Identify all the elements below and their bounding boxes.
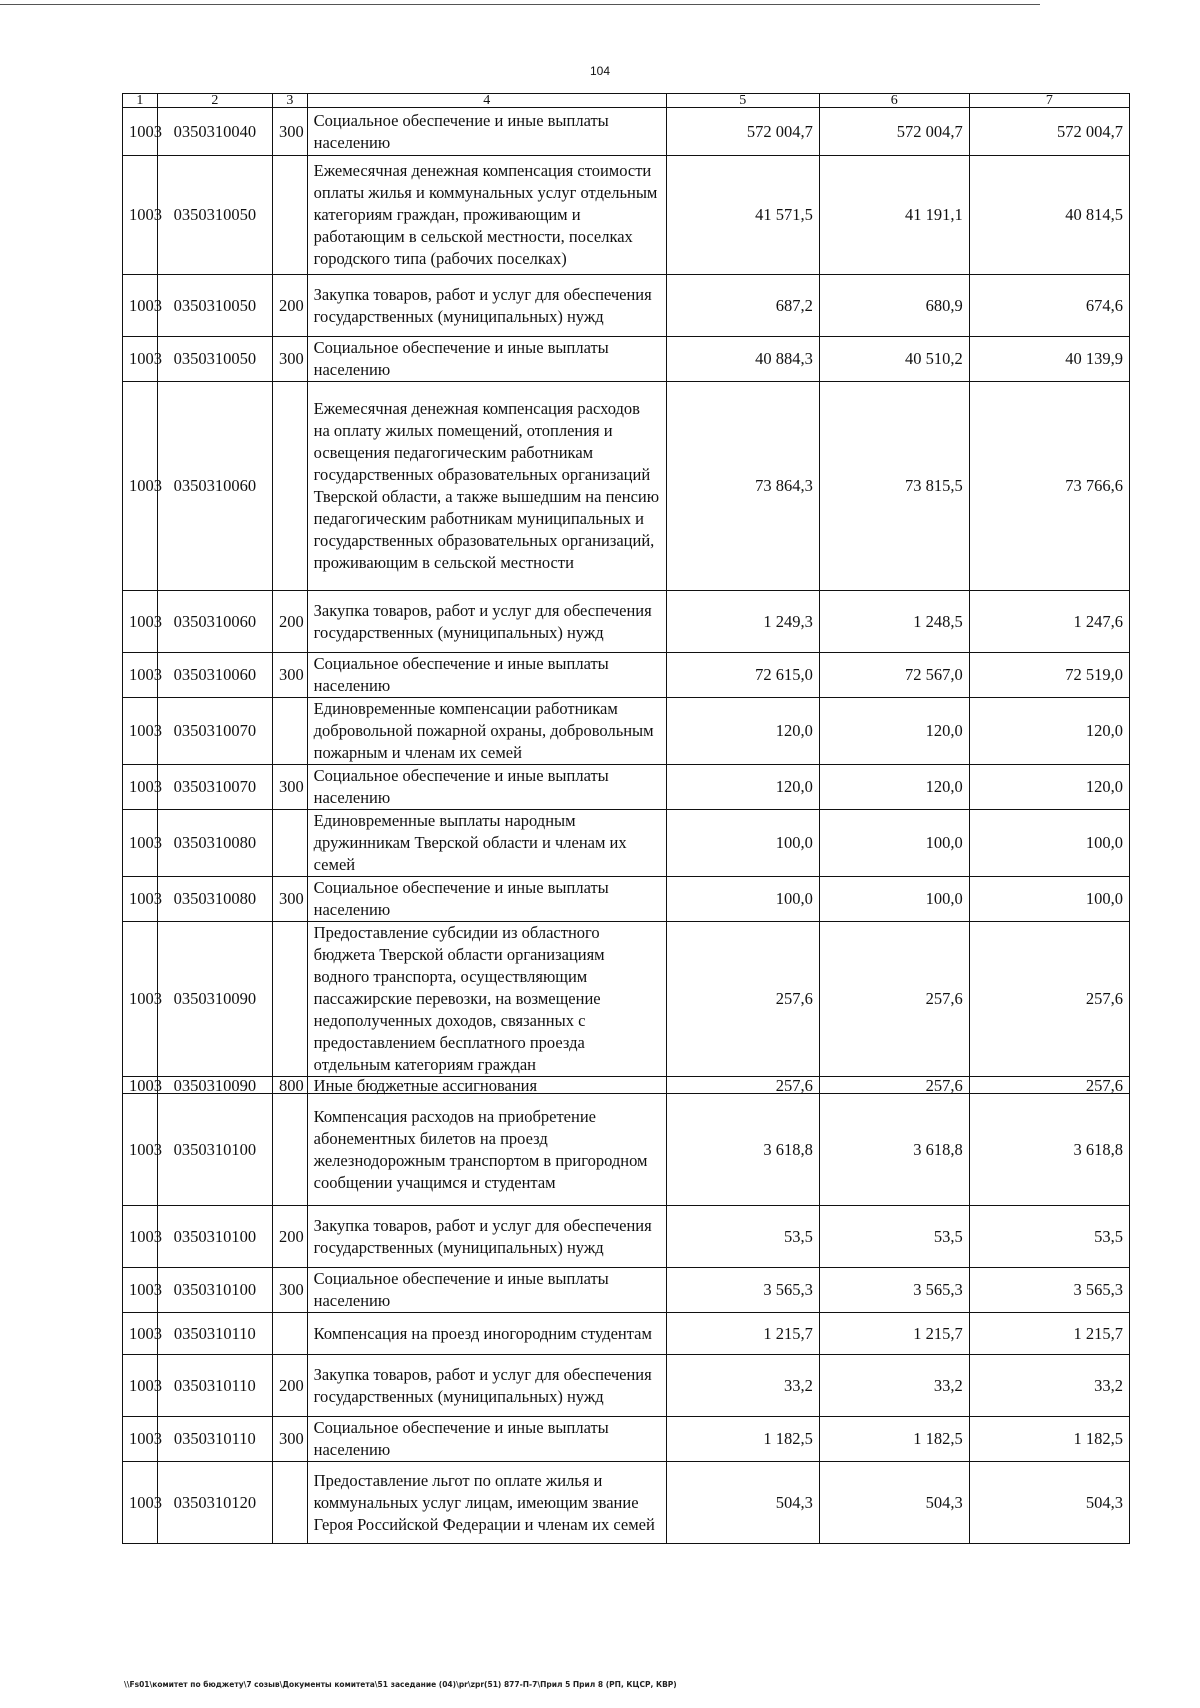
expense-type-cell: 300	[272, 337, 307, 382]
expense-name-cell: Закупка товаров, работ и услуг для обеспечения государственных (муниципальных) нужд	[307, 1206, 666, 1268]
razdel-code-cell: 1003	[123, 108, 158, 156]
header-row	[123, 94, 1130, 108]
expense-name-cell: Социальное обеспечение и иные выплаты населению	[307, 765, 666, 810]
razdel-code-cell: 1003	[123, 275, 158, 337]
expense-name-cell: Иные бюджетные ассигнования	[307, 1077, 666, 1094]
expense-type-cell: 200	[272, 1355, 307, 1417]
razdel-code-cell: 1003	[123, 765, 158, 810]
target-article-cell: 0350310050	[157, 275, 272, 337]
amount-year1-cell: 73 864,3	[666, 382, 819, 591]
razdel-code-cell: 1003	[123, 1355, 158, 1417]
table-row	[123, 765, 1130, 810]
amount-year3-cell: 1 247,6	[969, 591, 1129, 653]
table-body	[123, 108, 1130, 1544]
amount-year3-cell: 40 139,9	[969, 337, 1129, 382]
table-row	[123, 698, 1130, 765]
target-article-cell: 0350310050	[157, 156, 272, 275]
expense-type-cell: 300	[272, 1417, 307, 1462]
razdel-code-cell: 1003	[123, 922, 158, 1077]
amount-year3-cell: 257,6	[969, 1077, 1129, 1094]
table-row	[123, 877, 1130, 922]
table-row	[123, 810, 1130, 877]
amount-year1-cell: 3 565,3	[666, 1268, 819, 1313]
expense-name-cell: Социальное обеспечение и иные выплаты населению	[307, 1268, 666, 1313]
razdel-code-cell: 1003	[123, 698, 158, 765]
header-cell: 5	[666, 94, 819, 108]
amount-year3-cell: 100,0	[969, 877, 1129, 922]
header-cell: 3	[272, 94, 307, 108]
amount-year2-cell: 120,0	[819, 765, 969, 810]
razdel-code-cell: 1003	[123, 810, 158, 877]
amount-year2-cell: 3 618,8	[819, 1094, 969, 1206]
amount-year2-cell: 41 191,1	[819, 156, 969, 275]
amount-year1-cell: 120,0	[666, 765, 819, 810]
expense-name-cell: Закупка товаров, работ и услуг для обеспечения государственных (муниципальных) нужд	[307, 1355, 666, 1417]
target-article-cell: 0350310110	[157, 1355, 272, 1417]
amount-year2-cell: 257,6	[819, 1077, 969, 1094]
expense-name-cell: Социальное обеспечение и иные выплаты населению	[307, 337, 666, 382]
amount-year2-cell: 100,0	[819, 877, 969, 922]
amount-year2-cell: 53,5	[819, 1206, 969, 1268]
table-row	[123, 1417, 1130, 1462]
expense-type-cell: 300	[272, 1268, 307, 1313]
expense-type-cell: 200	[272, 1206, 307, 1268]
amount-year1-cell: 1 249,3	[666, 591, 819, 653]
amount-year3-cell: 3 618,8	[969, 1094, 1129, 1206]
amount-year1-cell: 72 615,0	[666, 653, 819, 698]
target-article-cell: 0350310040	[157, 108, 272, 156]
target-article-cell: 0350310080	[157, 877, 272, 922]
header-cell: 7	[969, 94, 1129, 108]
target-article-cell: 0350310060	[157, 382, 272, 591]
amount-year3-cell: 73 766,6	[969, 382, 1129, 591]
table-row	[123, 1268, 1130, 1313]
amount-year2-cell: 33,2	[819, 1355, 969, 1417]
expense-type-cell	[272, 922, 307, 1077]
amount-year1-cell: 257,6	[666, 922, 819, 1077]
expense-type-cell	[272, 1462, 307, 1544]
expense-name-cell: Закупка товаров, работ и услуг для обеспечения государственных (муниципальных) нужд	[307, 591, 666, 653]
amount-year1-cell: 100,0	[666, 877, 819, 922]
amount-year3-cell: 33,2	[969, 1355, 1129, 1417]
amount-year2-cell: 40 510,2	[819, 337, 969, 382]
target-article-cell: 0350310100	[157, 1206, 272, 1268]
expense-type-cell	[272, 156, 307, 275]
amount-year1-cell: 1 182,5	[666, 1417, 819, 1462]
amount-year1-cell: 53,5	[666, 1206, 819, 1268]
amount-year1-cell: 33,2	[666, 1355, 819, 1417]
razdel-code-cell: 1003	[123, 653, 158, 698]
expense-type-cell	[272, 698, 307, 765]
amount-year2-cell: 257,6	[819, 922, 969, 1077]
razdel-code-cell: 1003	[123, 1268, 158, 1313]
table-row	[123, 108, 1130, 156]
target-article-cell: 0350310110	[157, 1417, 272, 1462]
target-article-cell: 0350310070	[157, 698, 272, 765]
target-article-cell: 0350310110	[157, 1313, 272, 1355]
expense-name-cell: Ежемесячная денежная компенсация расходов на оплату жилых помещений, отопления и освещения педагогическим работникам государственных образовательных организаций Тверской области, а также вышедшим на пенсию педагогическим работникам муниципальных и государственных образовательных организаций, проживающим в сельской местности	[307, 382, 666, 591]
expense-name-cell: Компенсация на проезд иногородним студентам	[307, 1313, 666, 1355]
expense-type-cell: 800	[272, 1077, 307, 1094]
amount-year1-cell: 504,3	[666, 1462, 819, 1544]
expense-name-cell: Социальное обеспечение и иные выплаты населению	[307, 108, 666, 156]
table-row	[123, 1077, 1130, 1094]
amount-year2-cell: 1 215,7	[819, 1313, 969, 1355]
amount-year1-cell: 3 618,8	[666, 1094, 819, 1206]
razdel-code-cell: 1003	[123, 382, 158, 591]
table-row	[123, 1462, 1130, 1544]
expense-type-cell	[272, 1094, 307, 1206]
amount-year3-cell: 257,6	[969, 922, 1129, 1077]
razdel-code-cell: 1003	[123, 1417, 158, 1462]
expense-type-cell: 300	[272, 108, 307, 156]
table-row	[123, 1094, 1130, 1206]
table-row	[123, 275, 1130, 337]
amount-year1-cell: 40 884,3	[666, 337, 819, 382]
table-row	[123, 156, 1130, 275]
amount-year3-cell: 53,5	[969, 1206, 1129, 1268]
razdel-code-cell: 1003	[123, 591, 158, 653]
expense-type-cell	[272, 810, 307, 877]
amount-year1-cell: 100,0	[666, 810, 819, 877]
header-cell: 2	[157, 94, 272, 108]
target-article-cell: 0350310090	[157, 1077, 272, 1094]
amount-year3-cell: 674,6	[969, 275, 1129, 337]
page-number: 104	[589, 64, 611, 78]
table-row	[123, 337, 1130, 382]
amount-year2-cell: 680,9	[819, 275, 969, 337]
amount-year3-cell: 3 565,3	[969, 1268, 1129, 1313]
amount-year3-cell: 120,0	[969, 698, 1129, 765]
amount-year2-cell: 3 565,3	[819, 1268, 969, 1313]
target-article-cell: 0350310060	[157, 653, 272, 698]
razdel-code-cell: 1003	[123, 337, 158, 382]
amount-year1-cell: 687,2	[666, 275, 819, 337]
table-row	[123, 653, 1130, 698]
expense-name-cell: Единовременные выплаты народным дружинникам Тверской области и членам их семей	[307, 810, 666, 877]
amount-year3-cell: 120,0	[969, 765, 1129, 810]
amount-year3-cell: 572 004,7	[969, 108, 1129, 156]
table-row	[123, 1313, 1130, 1355]
amount-year3-cell: 504,3	[969, 1462, 1129, 1544]
expense-type-cell: 200	[272, 591, 307, 653]
budget-table	[122, 93, 1130, 1544]
target-article-cell: 0350310070	[157, 765, 272, 810]
expense-type-cell: 200	[272, 275, 307, 337]
table-row	[123, 922, 1130, 1077]
amount-year3-cell: 72 519,0	[969, 653, 1129, 698]
amount-year1-cell: 41 571,5	[666, 156, 819, 275]
amount-year3-cell: 1 182,5	[969, 1417, 1129, 1462]
header-cell: 1	[123, 94, 158, 108]
amount-year3-cell: 1 215,7	[969, 1313, 1129, 1355]
header-cell: 4	[307, 94, 666, 108]
expense-type-cell	[272, 382, 307, 591]
amount-year1-cell: 572 004,7	[666, 108, 819, 156]
razdel-code-cell: 1003	[123, 1313, 158, 1355]
amount-year2-cell: 72 567,0	[819, 653, 969, 698]
amount-year1-cell: 257,6	[666, 1077, 819, 1094]
amount-year1-cell: 120,0	[666, 698, 819, 765]
razdel-code-cell: 1003	[123, 1206, 158, 1268]
header-cell: 6	[819, 94, 969, 108]
target-article-cell: 0350310120	[157, 1462, 272, 1544]
amount-year2-cell: 1 248,5	[819, 591, 969, 653]
razdel-code-cell: 1003	[123, 1094, 158, 1206]
top-rule	[0, 4, 1040, 5]
amount-year2-cell: 100,0	[819, 810, 969, 877]
footer-file-path: \\Fs01\комитет по бюджету\7 созыв\Документы комитета\51 заседание (04)\pr\zpr(51) 877-П-7\Прил 5 Прил 8 (РП, КЦСР, КВР)	[124, 1680, 677, 1689]
expense-name-cell: Социальное обеспечение и иные выплаты населению	[307, 877, 666, 922]
expense-name-cell: Предоставление субсидии из областного бюджета Тверской области организациям водного транспорта, осуществляющим пассажирские перевозки, на возмещение недополученных доходов, связанных с предоставлением бесплатного проезда отдельным категориям граждан	[307, 922, 666, 1077]
target-article-cell: 0350310080	[157, 810, 272, 877]
amount-year1-cell: 1 215,7	[666, 1313, 819, 1355]
target-article-cell: 0350310060	[157, 591, 272, 653]
target-article-cell: 0350310100	[157, 1094, 272, 1206]
expense-name-cell: Социальное обеспечение и иные выплаты населению	[307, 1417, 666, 1462]
razdel-code-cell: 1003	[123, 877, 158, 922]
razdel-code-cell: 1003	[123, 156, 158, 275]
table-row	[123, 591, 1130, 653]
razdel-code-cell: 1003	[123, 1077, 158, 1094]
target-article-cell: 0350310090	[157, 922, 272, 1077]
expense-name-cell: Предоставление льгот по оплате жилья и коммунальных услуг лицам, имеющим звание Героя Российской Федерации и членам их семей	[307, 1462, 666, 1544]
expense-name-cell: Единовременные компенсации работникам добровольной пожарной охраны, добровольным пожарным и членам их семей	[307, 698, 666, 765]
amount-year3-cell: 40 814,5	[969, 156, 1129, 275]
expense-name-cell: Социальное обеспечение и иные выплаты населению	[307, 653, 666, 698]
expense-type-cell	[272, 1313, 307, 1355]
amount-year3-cell: 100,0	[969, 810, 1129, 877]
amount-year2-cell: 1 182,5	[819, 1417, 969, 1462]
table-row	[123, 1206, 1130, 1268]
amount-year2-cell: 120,0	[819, 698, 969, 765]
amount-year2-cell: 572 004,7	[819, 108, 969, 156]
table-row	[123, 1355, 1130, 1417]
expense-type-cell: 300	[272, 765, 307, 810]
expense-name-cell: Компенсация расходов на приобретение абонементных билетов на проезд железнодорожным транспортом в пригородном сообщении учащимся и студентам	[307, 1094, 666, 1206]
amount-year2-cell: 504,3	[819, 1462, 969, 1544]
expense-name-cell: Закупка товаров, работ и услуг для обеспечения государственных (муниципальных) нужд	[307, 275, 666, 337]
table-row	[123, 382, 1130, 591]
expense-type-cell: 300	[272, 877, 307, 922]
razdel-code-cell: 1003	[123, 1462, 158, 1544]
amount-year2-cell: 73 815,5	[819, 382, 969, 591]
expense-name-cell: Ежемесячная денежная компенсация стоимости оплаты жилья и коммунальных услуг отдельным категориям граждан, проживающим и работающим в сельской местности, поселках городского типа (рабочих поселках)	[307, 156, 666, 275]
target-article-cell: 0350310100	[157, 1268, 272, 1313]
target-article-cell: 0350310050	[157, 337, 272, 382]
expense-type-cell: 300	[272, 653, 307, 698]
